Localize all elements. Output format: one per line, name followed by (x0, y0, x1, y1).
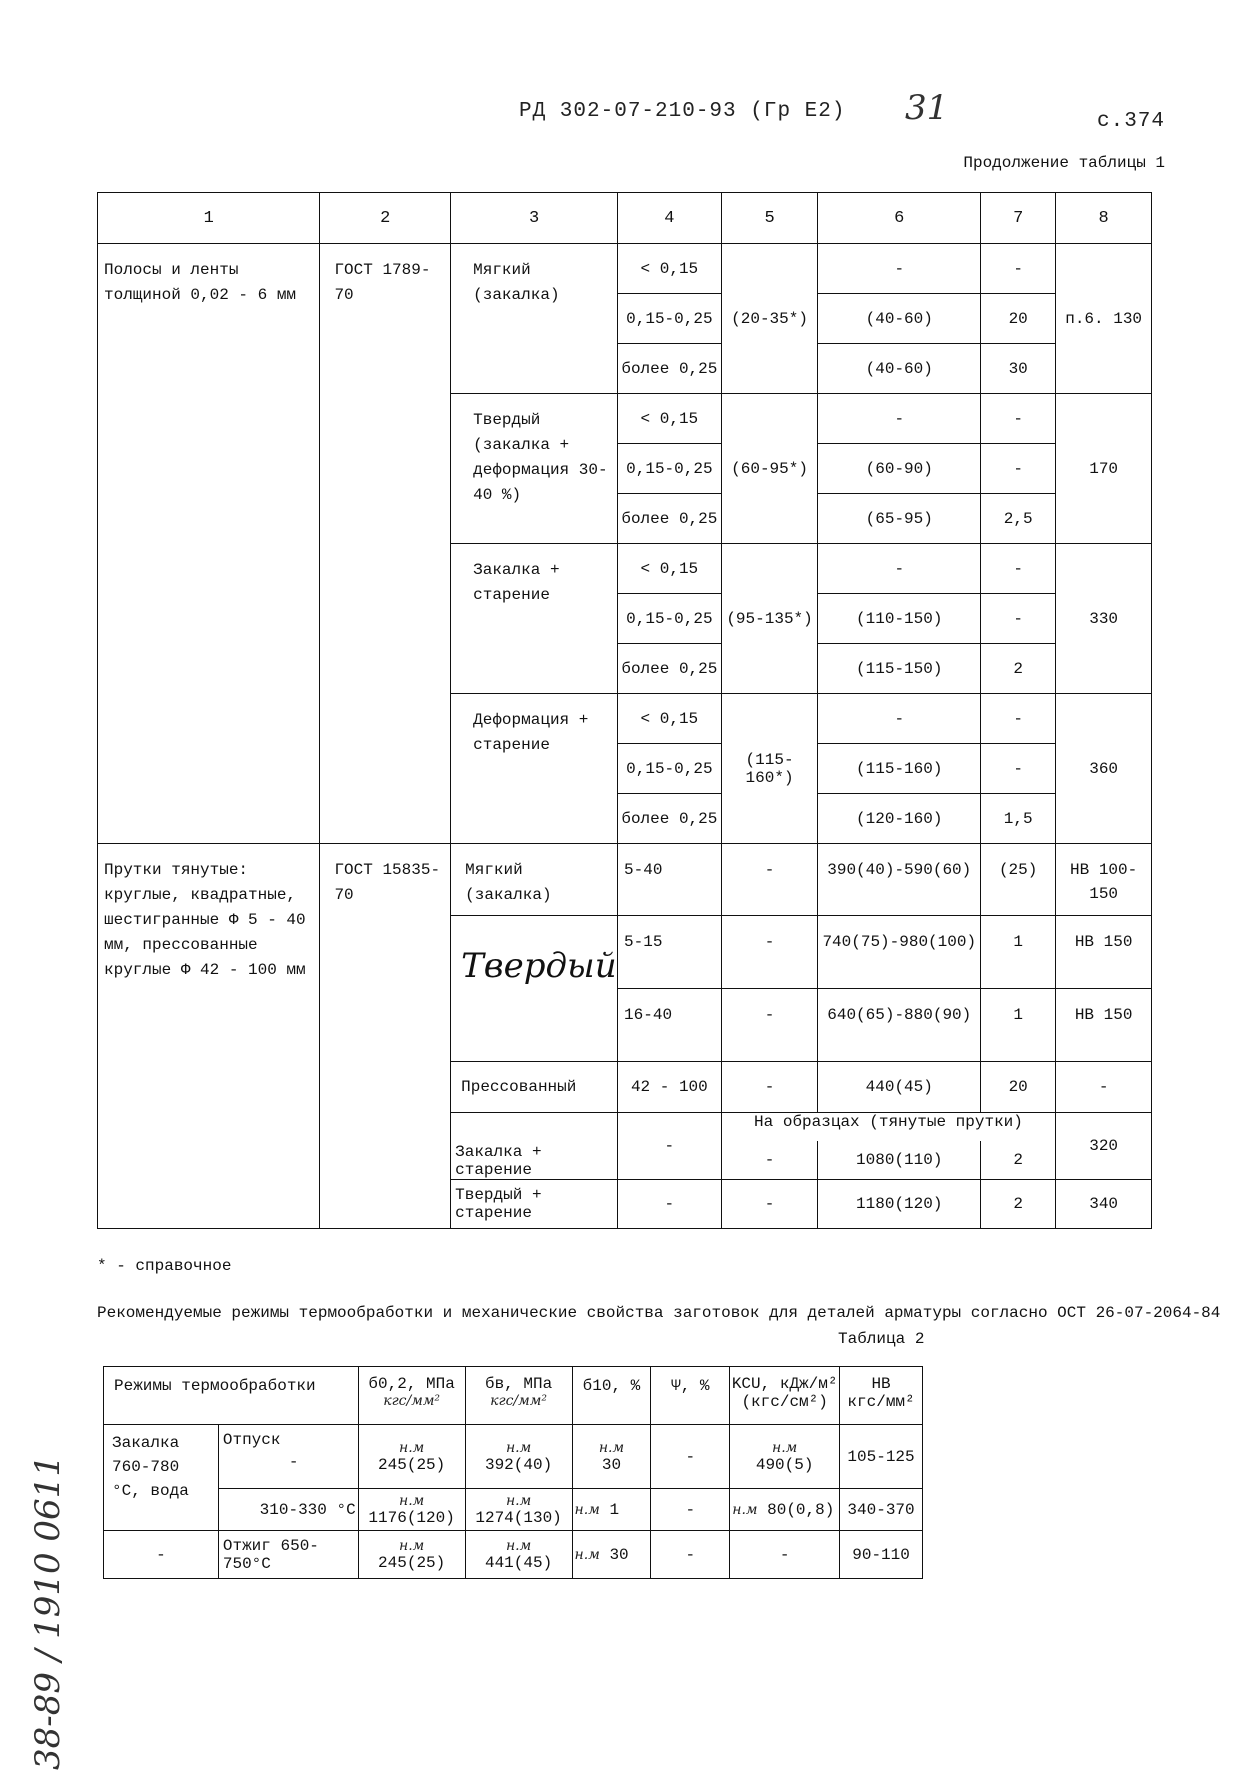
col-header (358, 1367, 465, 1425)
value-text: 1 (609, 1500, 620, 1519)
value-cell: - (981, 694, 1056, 744)
value-cell: (115-160*) (721, 694, 818, 844)
value-cell: 105-125 (840, 1425, 923, 1489)
thickness-cell: 0,15-0,25 (618, 594, 722, 644)
value-cell: 330 (1056, 544, 1152, 694)
table-row (98, 844, 1152, 916)
value-text: 245(25) (378, 1455, 446, 1474)
value-cell: - (981, 244, 1056, 294)
value-text: 392(40) (484, 1455, 553, 1474)
table-row (98, 244, 1152, 294)
value-text: 245(25) (378, 1553, 446, 1572)
state-cell: Твердый (закалка + деформация 30-40 %) (451, 394, 618, 544)
handwritten-note: н.м (399, 1439, 425, 1456)
margin-handwriting: 38-89 / 1910 0611 (28, 1455, 68, 1770)
value-cell: (25) (981, 844, 1056, 916)
value-cell: 640(65)-880(90) (818, 989, 981, 1062)
state-cell: Деформация + старение (451, 694, 618, 844)
col-header: 7 (981, 193, 1056, 244)
col-header: 2 (320, 193, 451, 244)
value-cell: - (721, 1180, 818, 1229)
handwritten-mark: 31 (905, 88, 949, 128)
value-cell: - (981, 594, 1056, 644)
value-cell (730, 1489, 840, 1531)
thickness-cell: 5-15 (618, 916, 722, 989)
value-cell: 340-370 (840, 1489, 923, 1531)
handwritten-note: н.м (772, 1439, 798, 1456)
value-cell: - (981, 544, 1056, 594)
value-text: 1176(120) (368, 1508, 455, 1527)
value-cell: 2,5 (981, 494, 1056, 544)
table-continuation-label: Продолжение таблицы 1 (963, 154, 1165, 172)
value-cell: 90-110 (840, 1531, 923, 1579)
value-cell: 360 (1056, 694, 1152, 844)
value-cell: - (721, 844, 818, 916)
value-cell: - (721, 1141, 818, 1180)
document-code: РД 302-07-210-93 (Гр Е2) (519, 100, 846, 123)
state-cell: Мягкий (закалка) (451, 844, 618, 916)
value-cell: - (651, 1489, 730, 1531)
state-cell: Закалка + старение (451, 544, 618, 694)
value-text: 1274(130) (475, 1508, 562, 1527)
value-cell: 2 (981, 1141, 1056, 1180)
thickness-cell: 42 - 100 (618, 1062, 722, 1113)
col-header-text: (кгс/см²) (741, 1393, 828, 1411)
table-2 (103, 1366, 923, 1579)
table-2-label: Таблица 2 (838, 1330, 925, 1348)
anneal-cell: Отжиг 650-750°С (218, 1531, 358, 1579)
value-cell: - (730, 1531, 840, 1579)
thickness-cell: < 0,15 (618, 544, 722, 594)
handwritten-note: н.м (399, 1492, 425, 1509)
thickness-cell: - (618, 1180, 722, 1229)
value-cell: - (818, 244, 981, 294)
value-cell: 20 (981, 1062, 1056, 1113)
thickness-cell: < 0,15 (618, 244, 722, 294)
value-cell: (95-135*) (721, 544, 818, 694)
value-cell: п.6. 130 (1056, 244, 1152, 394)
product-cell: Полосы и ленты толщиной 0,02 - 6 мм (98, 244, 320, 844)
value-cell: 1,5 (981, 794, 1056, 844)
value-cell: - (651, 1531, 730, 1579)
col-header-text: б0,2, МПа (368, 1375, 455, 1393)
thickness-cell: 16-40 (618, 989, 722, 1062)
thickness-cell: 5-40 (618, 844, 722, 916)
value-cell: НВ 150 (1056, 989, 1152, 1062)
state-cell: Мягкий (закалка) (451, 244, 618, 394)
handwritten-unit: кгс/мм² (490, 1393, 547, 1409)
value-cell: (120-160) (818, 794, 981, 844)
thickness-cell: 0,15-0,25 (618, 294, 722, 344)
value-cell: 20 (981, 294, 1056, 344)
standard-cell: ГОСТ 15835-70 (320, 844, 451, 1229)
value-cell (358, 1489, 465, 1531)
value-cell: 170 (1056, 394, 1152, 544)
value-cell (465, 1489, 572, 1531)
value-cell: (40-60) (818, 344, 981, 394)
col-header: 1 (98, 193, 320, 244)
state-cell: Прессованный (451, 1062, 618, 1113)
value-cell: (115-150) (818, 644, 981, 694)
value-cell: (20-35*) (721, 244, 818, 394)
recommendation-title: Рекомендуемые режимы термообработки и механические свойства заготовок для деталей арматуры согласно ОСТ 26-07-2064-84 (97, 1304, 1221, 1322)
col-header: 4 (618, 193, 722, 244)
col-header: 3 (451, 193, 618, 244)
value-cell: (115-160) (818, 744, 981, 794)
product-cell: Прутки тянутые: круглые, квадратные, шестигранные Ф 5 - 40 мм, прессованные круглые Ф 42 - 100 мм (98, 844, 320, 1229)
col-header: б10, % (572, 1367, 651, 1425)
col-header (840, 1367, 923, 1425)
col-header-text: кгс/мм² (847, 1393, 915, 1411)
thickness-cell: < 0,15 (618, 694, 722, 744)
thickness-cell: более 0,25 (618, 494, 722, 544)
mode-cell: - (104, 1531, 219, 1579)
value-cell: 340 (1056, 1180, 1152, 1229)
value-cell: 1 (981, 916, 1056, 989)
value-cell (358, 1425, 465, 1489)
temper-cell (218, 1425, 358, 1489)
value-cell: - (981, 444, 1056, 494)
table-row (104, 1489, 923, 1531)
handwritten-note: н.м (505, 1537, 532, 1554)
value-cell: 440(45) (818, 1062, 981, 1113)
quench-cell: Закалка 760-780 °С, вода (104, 1425, 219, 1531)
value-cell: НВ 100-150 (1056, 844, 1152, 916)
col-header-text: KCU, кДж/м² (731, 1375, 838, 1393)
value-cell: - (721, 1062, 818, 1113)
value-cell (572, 1425, 651, 1489)
value-cell: (60-95*) (721, 394, 818, 544)
col-header-text: НВ (871, 1375, 891, 1393)
value-text: 490(5) (755, 1455, 814, 1474)
thickness-cell: - (618, 1113, 722, 1180)
handwritten-note: н.м (732, 1501, 758, 1518)
value-cell: 30 (981, 344, 1056, 394)
handwritten-unit: кгс/мм² (383, 1393, 441, 1409)
samples-note: На образцах (тянутые прутки) (721, 1113, 1056, 1141)
value-cell: НВ 150 (1056, 916, 1152, 989)
value-cell: 1080(110) (818, 1141, 981, 1180)
value-cell: - (981, 744, 1056, 794)
value-cell (358, 1531, 465, 1579)
value-cell (572, 1531, 651, 1579)
col-header (465, 1367, 572, 1425)
thickness-cell: 0,15-0,25 (618, 444, 722, 494)
handwritten-state: Твердый (451, 916, 618, 1062)
value-cell: 2 (981, 644, 1056, 694)
value-cell: 1180(120) (818, 1180, 981, 1229)
thickness-cell: 0,15-0,25 (618, 744, 722, 794)
value-cell: 740(75)-980(100) (818, 916, 981, 989)
value-cell: 2 (981, 1180, 1056, 1229)
thickness-cell: более 0,25 (618, 644, 722, 694)
value-cell (465, 1425, 572, 1489)
value-cell: - (818, 544, 981, 594)
col-header (730, 1367, 840, 1425)
col-header: Ψ, % (651, 1367, 730, 1425)
footnote: * - справочное (97, 1257, 232, 1275)
col-header: 6 (818, 193, 981, 244)
col-header: 5 (721, 193, 818, 244)
table-header-row (104, 1367, 923, 1425)
state-cell: Твердый + старение (451, 1180, 618, 1229)
value-text: 441(45) (484, 1553, 553, 1572)
value-cell (572, 1489, 651, 1531)
value-cell: 320 (1056, 1113, 1152, 1180)
col-header: 8 (1056, 193, 1152, 244)
value-text: 30 (609, 1545, 629, 1564)
value-cell: - (818, 694, 981, 744)
value-cell: (40-60) (818, 294, 981, 344)
value-cell: 1 (981, 989, 1056, 1062)
handwritten-note: н.м (598, 1439, 625, 1456)
handwritten-note: н.м (574, 1501, 600, 1518)
thickness-cell: < 0,15 (618, 394, 722, 444)
handwritten-note: н.м (505, 1439, 532, 1456)
value-text: 30 (601, 1455, 622, 1474)
standard-cell: ГОСТ 1789-70 (320, 244, 451, 844)
value-cell: - (721, 916, 818, 989)
value-cell: - (981, 394, 1056, 444)
value-cell: - (651, 1425, 730, 1489)
handwritten-note: н.м (399, 1537, 425, 1554)
value-text: 80(0,8) (767, 1500, 835, 1519)
state-cell: Закалка + старение (451, 1113, 618, 1180)
value-cell (465, 1531, 572, 1579)
thickness-cell: более 0,25 (618, 344, 722, 394)
value-cell: - (721, 989, 818, 1062)
value-cell: (110-150) (818, 594, 981, 644)
table-header-row (98, 193, 1152, 244)
table-row (104, 1425, 923, 1489)
value-cell: - (818, 394, 981, 444)
thickness-cell: более 0,25 (618, 794, 722, 844)
temper-label: Отпуск (222, 1431, 281, 1449)
temper-value: 310-330 °С (218, 1489, 358, 1531)
table-1 (97, 192, 1152, 1229)
value-cell: - (1056, 1062, 1152, 1113)
col-header-text: бв, МПа (484, 1375, 553, 1393)
page-number: с.374 (1097, 110, 1166, 133)
value-cell: 390(40)-590(60) (818, 844, 981, 916)
handwritten-note: н.м (574, 1546, 600, 1563)
handwritten-note: н.м (505, 1492, 532, 1509)
table-row (104, 1531, 923, 1579)
value-cell (730, 1425, 840, 1489)
value-cell: (65-95) (818, 494, 981, 544)
temper-value: - (288, 1453, 299, 1471)
value-cell: (60-90) (818, 444, 981, 494)
col-header: Режимы термообработки (104, 1367, 359, 1425)
